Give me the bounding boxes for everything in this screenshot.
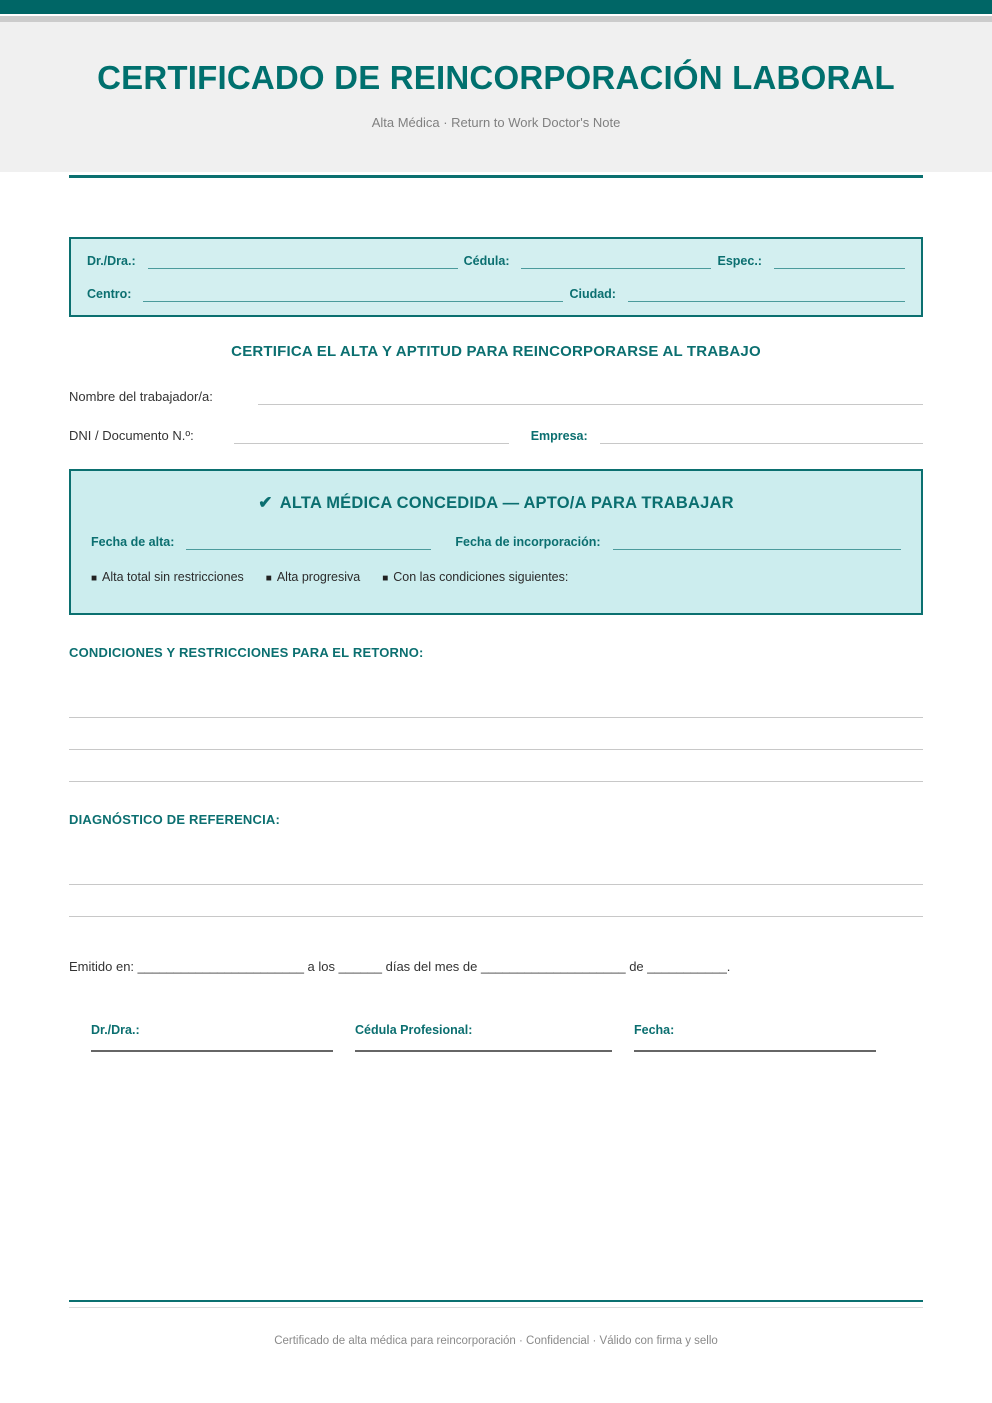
footer-teal-rule <box>69 1300 923 1302</box>
discharge-title-text: ALTA MÉDICA CONCEDIDA — APTO/A PARA TRABAJAR <box>279 493 734 512</box>
doctor-license-input[interactable] <box>521 253 711 269</box>
diagnosis-write-line[interactable] <box>69 853 923 885</box>
doctor-name-label: Dr./Dra.: <box>87 253 136 268</box>
discharge-date-input[interactable] <box>186 534 431 550</box>
top-accent-bar <box>0 0 992 14</box>
option-label: Alta total sin restricciones <box>102 569 244 584</box>
page-content <box>0 175 992 1052</box>
checkbox-icon[interactable]: ■ <box>382 572 389 584</box>
option-label: Con las condiciones siguientes: <box>393 569 569 584</box>
return-date-input[interactable] <box>613 534 901 550</box>
issued-statement: Emitido en: _______________________ a los ______ días del mes de ____________________ de ___________. <box>69 958 731 974</box>
worker-dni-label: DNI / Documento N.º: <box>69 427 194 443</box>
checkbox-icon[interactable]: ■ <box>91 572 98 584</box>
signature-area <box>69 1023 923 1052</box>
discharge-box-title <box>91 493 901 513</box>
discharge-date-label: Fecha de alta: <box>91 534 175 549</box>
certifica-heading: CERTIFICA EL ALTA Y APTITUD PARA REINCORPORARSE AL TRABAJO <box>231 342 761 360</box>
medical-discharge-box <box>69 469 923 615</box>
doctor-name-input[interactable] <box>148 253 458 269</box>
option-item[interactable] <box>266 570 360 584</box>
signature-license-label: Cédula Profesional: <box>355 1022 473 1037</box>
doctor-info-box <box>69 237 923 317</box>
header-divider-rule <box>69 175 923 178</box>
worker-company-input[interactable] <box>600 427 923 444</box>
document-footer <box>0 1300 992 1347</box>
worker-name-label: Nombre del trabajador/a: <box>69 388 213 404</box>
worker-fields <box>69 388 923 444</box>
check-icon: ✔ <box>258 492 273 512</box>
diagnosis-section-title: DIAGNÓSTICO DE REFERENCIA: <box>69 811 281 827</box>
signature-block <box>634 1023 876 1052</box>
option-item[interactable] <box>382 570 568 584</box>
doctor-center-label: Centro: <box>87 286 132 301</box>
conditions-section <box>69 645 923 782</box>
discharge-options <box>91 569 901 587</box>
conditions-section-title: CONDICIONES Y RESTRICCIONES PARA EL RETORNO: <box>69 644 424 660</box>
worker-company-label: Empresa: <box>530 428 588 443</box>
page-title: CERTIFICADO DE REINCORPORACIÓN LABORAL <box>97 59 895 96</box>
doctor-specialty-label: Espec.: <box>717 253 762 268</box>
page-subtitle: Alta Médica · Return to Work Doctor's Note <box>371 114 621 130</box>
doctor-specialty-input[interactable] <box>774 253 905 269</box>
signature-license-line[interactable] <box>355 1049 612 1052</box>
diagnosis-write-line[interactable] <box>69 885 923 917</box>
doctor-center-input[interactable] <box>143 286 563 302</box>
doctor-license-label: Cédula: <box>463 253 510 268</box>
signature-doctor-label: Dr./Dra.: <box>91 1022 140 1037</box>
conditions-write-line[interactable] <box>69 686 923 718</box>
doctor-row-2 <box>87 286 905 302</box>
option-item[interactable] <box>91 570 244 584</box>
worker-dni-input[interactable] <box>234 427 509 444</box>
worker-name-input[interactable] <box>258 388 923 405</box>
doctor-row-1 <box>87 253 905 269</box>
signature-date-line[interactable] <box>634 1049 876 1052</box>
signature-doctor-line[interactable] <box>91 1049 333 1052</box>
diagnosis-section <box>69 812 923 917</box>
signature-date-label: Fecha: <box>634 1022 675 1037</box>
footer-gray-rule <box>69 1307 923 1308</box>
footer-text: Certificado de alta médica para reincorporación · Confidencial · Válido con firma y sello <box>274 1335 718 1347</box>
doctor-city-label: Ciudad: <box>569 286 616 301</box>
signature-block <box>355 1023 612 1052</box>
option-label: Alta progresiva <box>276 569 361 584</box>
worker-name-row <box>69 388 923 405</box>
signature-block <box>91 1023 333 1052</box>
discharge-dates-row <box>91 534 901 550</box>
document-header <box>0 22 992 172</box>
worker-dni-row <box>69 427 923 444</box>
return-date-label: Fecha de incorporación: <box>455 534 601 549</box>
conditions-write-line[interactable] <box>69 718 923 750</box>
checkbox-icon[interactable]: ■ <box>265 572 272 584</box>
conditions-write-line[interactable] <box>69 750 923 782</box>
doctor-city-input[interactable] <box>628 286 905 302</box>
